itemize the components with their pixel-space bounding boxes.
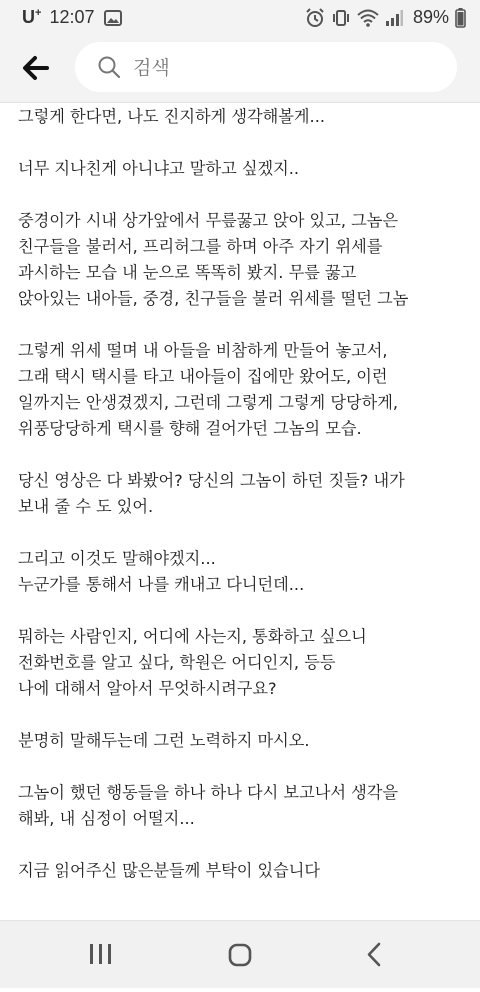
post-line: 중경이가 시내 상가앞에서 무릎꿇고 앉아 있고, 그놈은 xyxy=(18,211,399,230)
post-line: 보내 줄 수 도 있어. xyxy=(18,497,154,516)
post-paragraph xyxy=(18,780,470,832)
post-paragraph xyxy=(18,208,470,312)
post-paragraph xyxy=(18,338,470,442)
status-bar xyxy=(0,0,480,34)
chevron-left-icon xyxy=(324,921,424,988)
signal-icon xyxy=(385,10,403,26)
gallery-notification-icon xyxy=(104,10,122,26)
back-button[interactable] xyxy=(16,50,56,86)
post-paragraph xyxy=(18,468,470,520)
post-paragraph xyxy=(18,858,470,884)
search-icon xyxy=(97,55,121,79)
post-line: 당신 영상은 다 봐봤어? 당신의 그놈이 하던 짓들? 내가 xyxy=(18,471,405,490)
post-line: 그리고 이것도 말해야겠지... xyxy=(18,549,216,568)
recent-apps-button[interactable] xyxy=(50,921,150,988)
post-line: 그래 택시 택시를 타고 내아들이 집에만 왔어도, 이런 xyxy=(18,367,388,386)
post-line: 일까지는 안생겼겠지, 그런데 그렇게 그렇게 당당하게, xyxy=(18,393,399,412)
post-line: 너무 지나친게 아니냐고 말하고 싶겠지.. xyxy=(18,159,300,178)
post-paragraph xyxy=(18,546,470,598)
battery-icon xyxy=(455,8,466,28)
alarm-icon xyxy=(305,8,325,28)
post-line: 친구들을 불러서, 프리허그를 하며 아주 자기 위세를 xyxy=(18,237,383,256)
post-paragraph xyxy=(18,156,470,182)
post-line: 그놈이 했던 행동들을 하나 하나 다시 보고나서 생각을 xyxy=(18,783,399,802)
search-box[interactable] xyxy=(75,42,457,92)
wifi-icon xyxy=(357,9,379,27)
search-input[interactable] xyxy=(131,52,435,84)
home-icon xyxy=(190,921,290,988)
top-bar xyxy=(0,34,480,103)
post-paragraph xyxy=(18,104,470,130)
post-paragraph xyxy=(18,624,470,702)
post-line: 분명히 말해두는데 그런 노력하지 마시오. xyxy=(18,731,310,750)
post-line: 위풍당당하게 택시를 향해 걸어가던 그놈의 모습. xyxy=(18,419,362,438)
status-right xyxy=(305,7,466,28)
post-line: 그렇게 한다면, 나도 진지하게 생각해볼게... xyxy=(18,107,325,126)
post-line: 해봐, 내 심정이 어떨지... xyxy=(18,809,195,828)
post-line: 앉아있는 내아들, 중경, 친구들을 불러 위세를 떨던 그놈 xyxy=(18,289,409,308)
battery-level: 89% xyxy=(412,7,449,27)
post-line: 나에 대해서 알아서 무엇하시려구요? xyxy=(18,679,277,698)
status-time: 12:07 xyxy=(49,7,95,27)
post-line: 누군가를 통해서 나를 캐내고 다니던데... xyxy=(18,575,305,594)
recent-apps-icon xyxy=(50,921,150,988)
post-line: 그렇게 위세 떨며 내 아들을 비참하게 만들어 놓고서, xyxy=(18,341,388,360)
status-left xyxy=(22,7,122,28)
home-button[interactable] xyxy=(190,921,290,988)
post-line: 전화번호를 알고 싶다, 학원은 어디인지, 등등 xyxy=(18,653,336,672)
post-paragraph xyxy=(18,728,470,754)
navigation-bar xyxy=(0,920,480,988)
post-line: 지금 읽어주신 많은분들께 부탁이 있습니다 xyxy=(18,861,321,880)
post-line: 과시하는 모습 내 눈으로 똑똑히 봤지. 무릎 꿇고 xyxy=(18,263,357,282)
carrier-label: U+ xyxy=(22,7,42,27)
arrow-left-icon xyxy=(16,50,56,86)
vibrate-icon xyxy=(331,8,351,28)
post-line: 뭐하는 사람인지, 어디에 사는지, 통화하고 싶으니 xyxy=(18,627,367,646)
system-back-button[interactable] xyxy=(324,921,424,988)
post-body xyxy=(18,104,470,920)
